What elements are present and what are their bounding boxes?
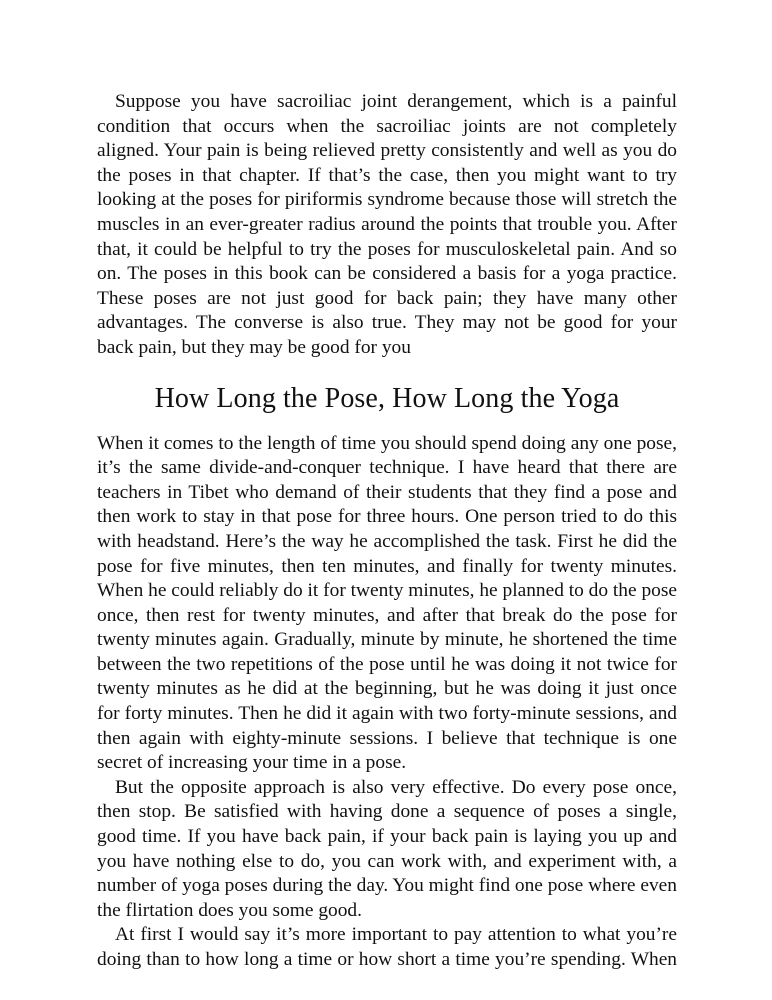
intro-paragraph: Suppose you have sacroiliac joint derangement, which is a painful condition that occurs when the sacroiliac joints are not completely aligned. Your pain is being relieved pretty consistently and well as you do the poses in that chapter. If that’s the case, then you might want to try looking at the poses for piriformis syndrome because those will stretch the muscles in an ever-greater radius around the points that trouble you. After that, it could be helpful to try the poses for musculoskeletal pain. And so on. The poses in this book can be considered a basis for a yoga practice. These poses are not just good for back pain; they have many other advantages. The converse is also true. They may not be good for your back pain, but they may be good for you — [97, 91, 677, 358]
body-paragraph-3: At first I would say it’s more important to pay attention to what you’re doing than to how long a time or how short a time you’re spending. When — [97, 924, 677, 970]
body-paragraph-1: When it comes to the length of time you should spend doing any one pose, it’s the same divide-and-conquer technique. I have heard that there are teachers in Tibet who demand of their students that they find a pose and then work to stay in that pose for three hours. One person tried to do this with headstand. Here’s the way he accomplished the task. First he did the pose for five minutes, then ten minutes, and finally for twenty minutes. When he could reliably do it for twenty minutes, he planned to do the pose once, then rest for twenty minutes, and after that break do the pose for twenty minutes again. Gradually, minute by minute, he shortened the time between the two repetitions of the pose until he was doing it not twice for twenty minutes as he did at the beginning, but he was doing it just once for forty minutes. Then he did it again with two forty-minute sessions, and then again with eighty-minute sessions. I believe that technique is one secret of increasing your time in a pose. — [97, 432, 677, 774]
body-paragraph-2: But the opposite approach is also very effective. Do every pose once, then stop. Be satisfied with having done a sequence of poses a single, good time. If you have back pain, if your back pain is laying you up and you have nothing else to do, you can work with, and experiment with, a number of yoga poses during the day. You might find one pose where even the flirtation does you some good. — [97, 776, 677, 921]
section-heading: How Long the Pose, How Long the Yoga — [154, 382, 620, 414]
